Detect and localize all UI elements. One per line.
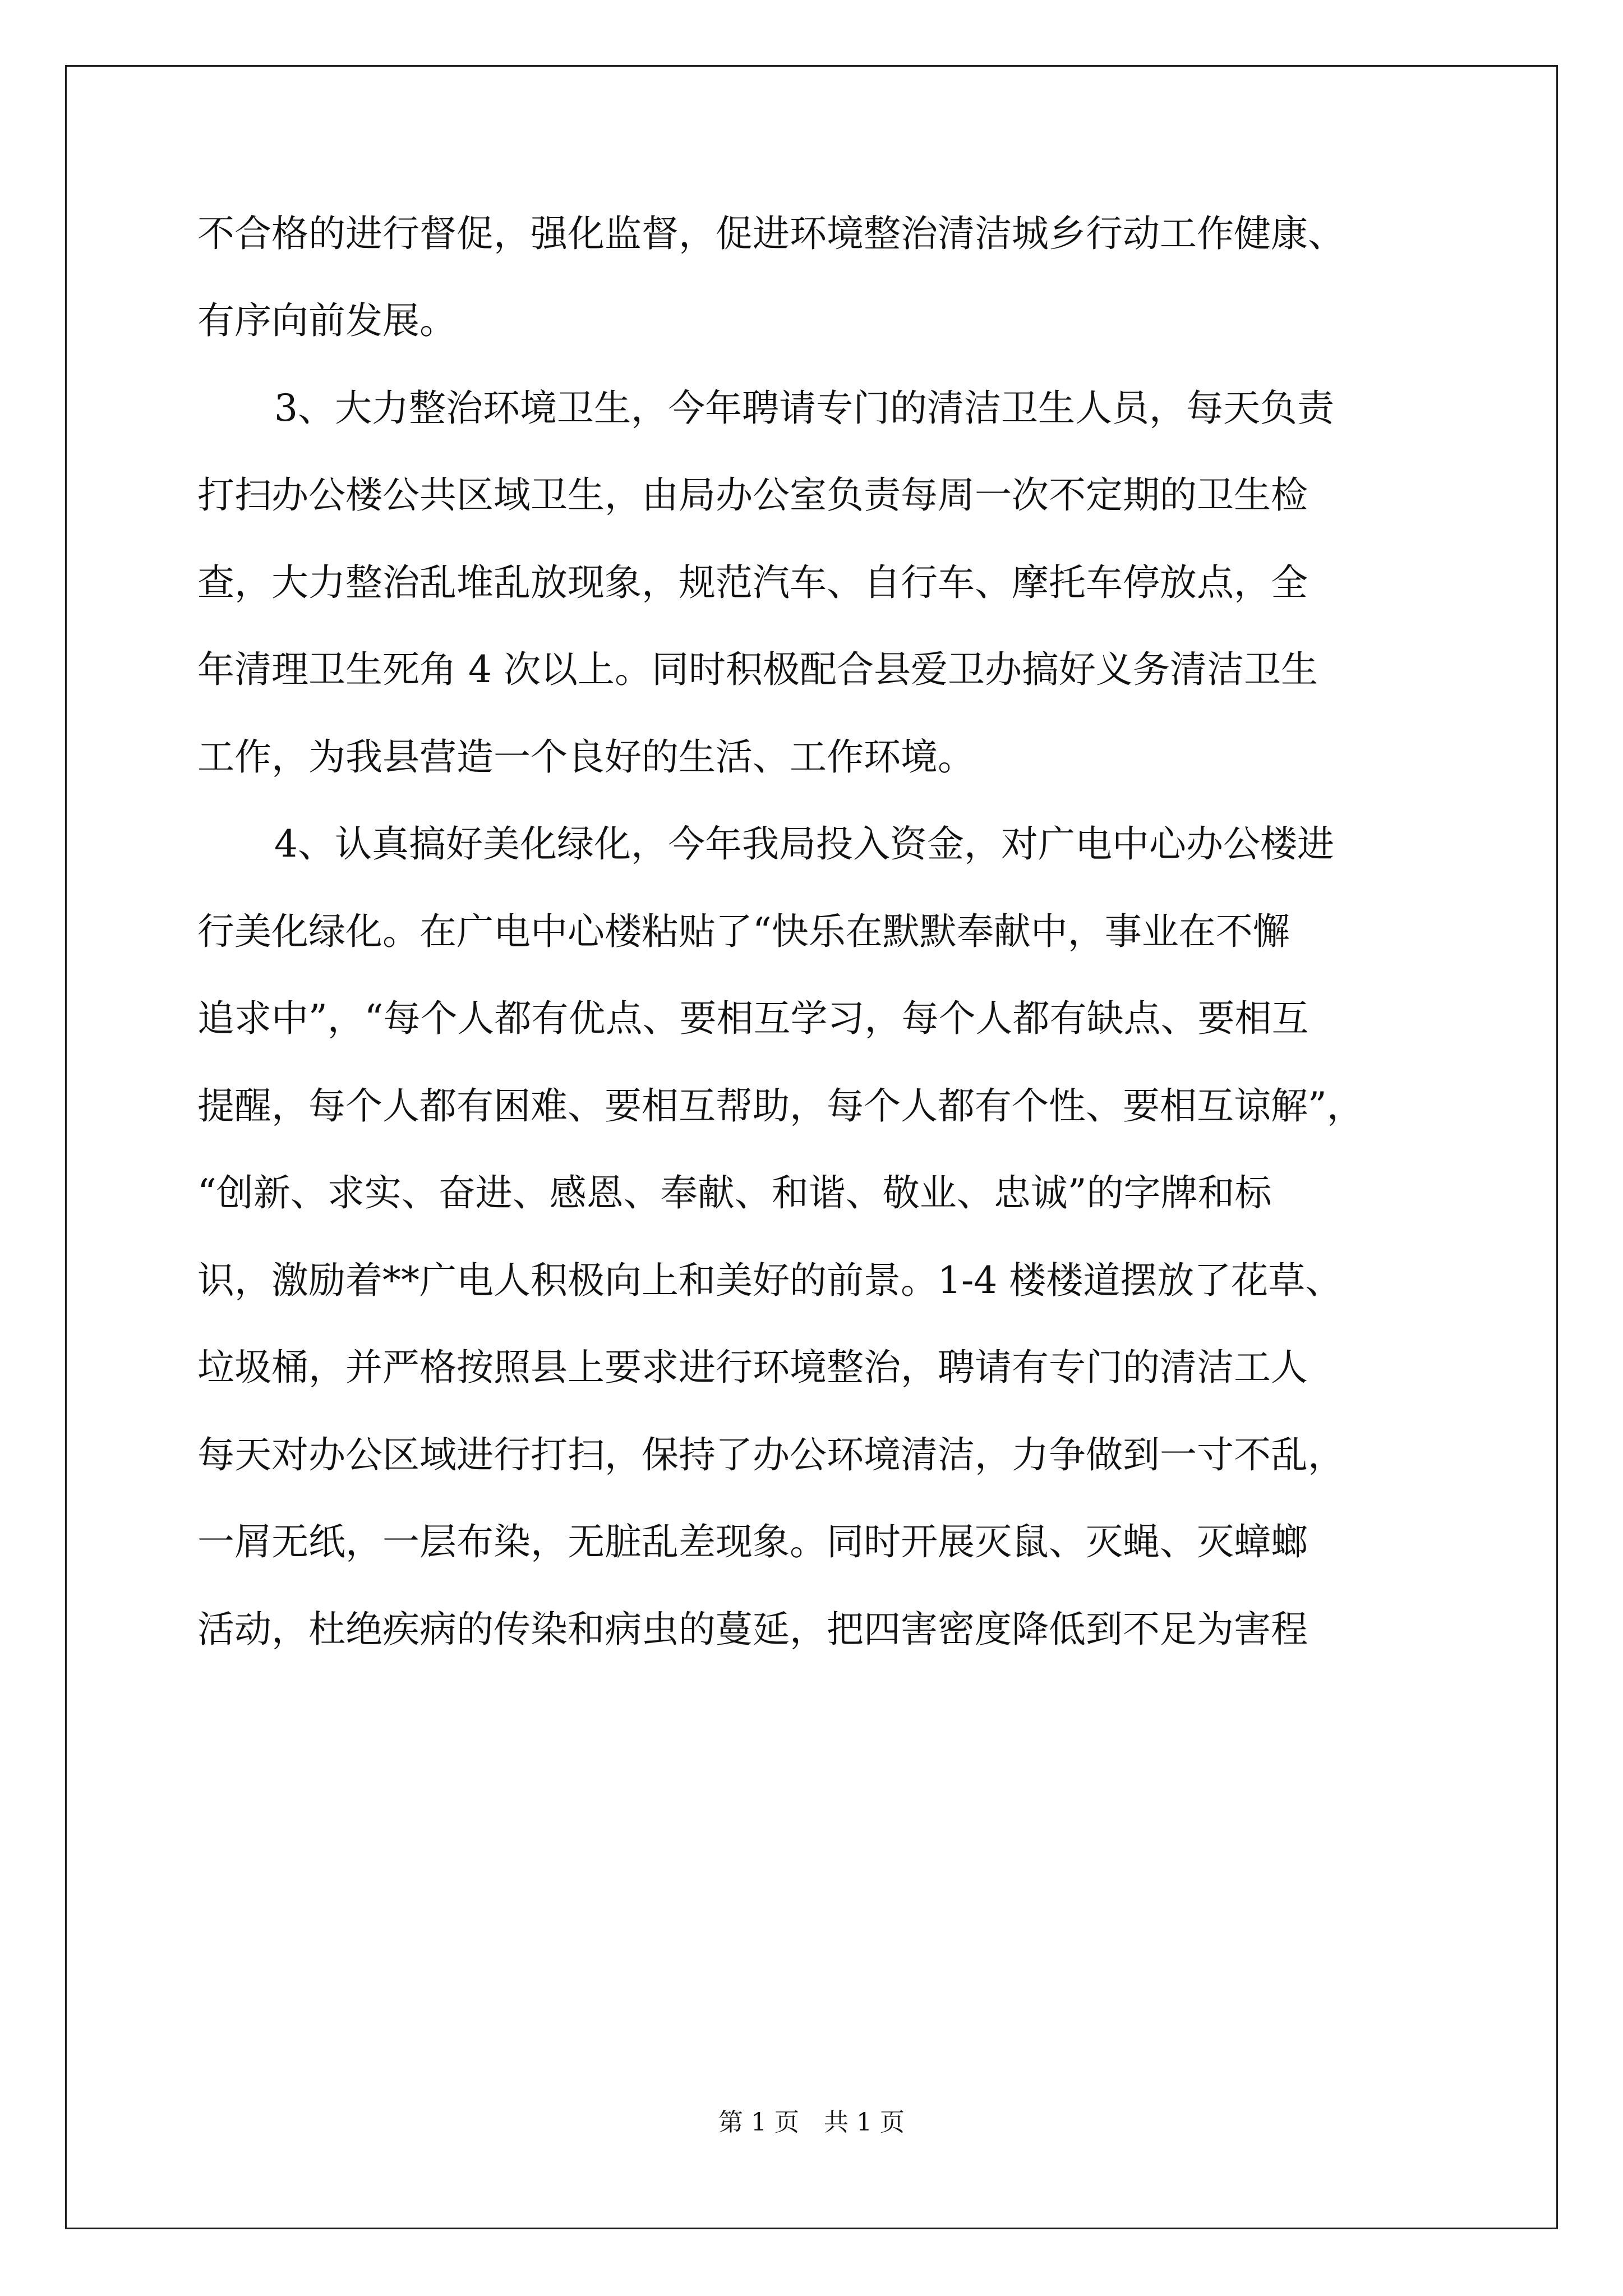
text-line: 追求中”，“每个人都有优点、要相互学习，每个人都有缺点、要相互 — [197, 997, 1309, 1040]
text-line: 4、认真搞好美化绿化，今年我局投入资金，对广电中心办公楼进 — [274, 822, 1334, 866]
text-line: 垃圾桶，并严格按照县上要求进行环境整治，聘请有专门的清洁工人 — [197, 1346, 1308, 1389]
page-number: 第 1 页 — [718, 2108, 799, 2137]
text-line: “创新、求实、奋进、感恩、奉献、和谐、敬业、忠诚”的字牌和标 — [197, 1171, 1272, 1214]
text-line: 活动，杜绝疾病的传染和病虫的蔓延，把四害密度降低到不足为害程 — [197, 1608, 1308, 1651]
text-line: 每天对办公区域进行打扫，保持了办公环境清洁，力争做到一寸不乱， — [197, 1433, 1345, 1476]
text-line: 识，激励着**广电人积极向上和美好的前景。1-4 楼楼道摆放了花草、 — [197, 1259, 1343, 1302]
page-total: 共 1 页 — [824, 2108, 905, 2137]
text-line: 打扫办公楼公共区域卫生，由局办公室负责每周一次不定期的卫生检 — [197, 473, 1308, 517]
text-line: 行美化绿化。在广电中心楼粘贴了“快乐在默默奉献中，事业在不懈 — [197, 910, 1290, 953]
text-line: 一屑无纸，一层布染，无脏乱差现象。同时开展灭鼠、灭蝇、灭蟑螂 — [197, 1520, 1308, 1563]
text-line: 3、大力整治环境卫生，今年聘请专门的清洁卫生人员，每天负责 — [274, 386, 1334, 430]
page-footer — [0, 2107, 1623, 2138]
text-line: 有序向前发展。 — [197, 299, 457, 342]
text-line: 查，大力整治乱堆乱放现象，规范汽车、自行车、摩托车停放点，全 — [197, 561, 1308, 604]
text-line: 不合格的进行督促，强化监督，促进环境整治清洁城乡行动工作健康、 — [197, 212, 1345, 255]
text-line: 年清理卫生死角 4 次以上。同时积极配合县爱卫办搞好义务清洁卫生 — [197, 648, 1318, 691]
text-line: 工作，为我县营造一个良好的生活、工作环境。 — [197, 735, 975, 779]
text-line: 提醒，每个人都有困难、要相互帮助，每个人都有个性、要相互谅解”， — [197, 1084, 1364, 1128]
